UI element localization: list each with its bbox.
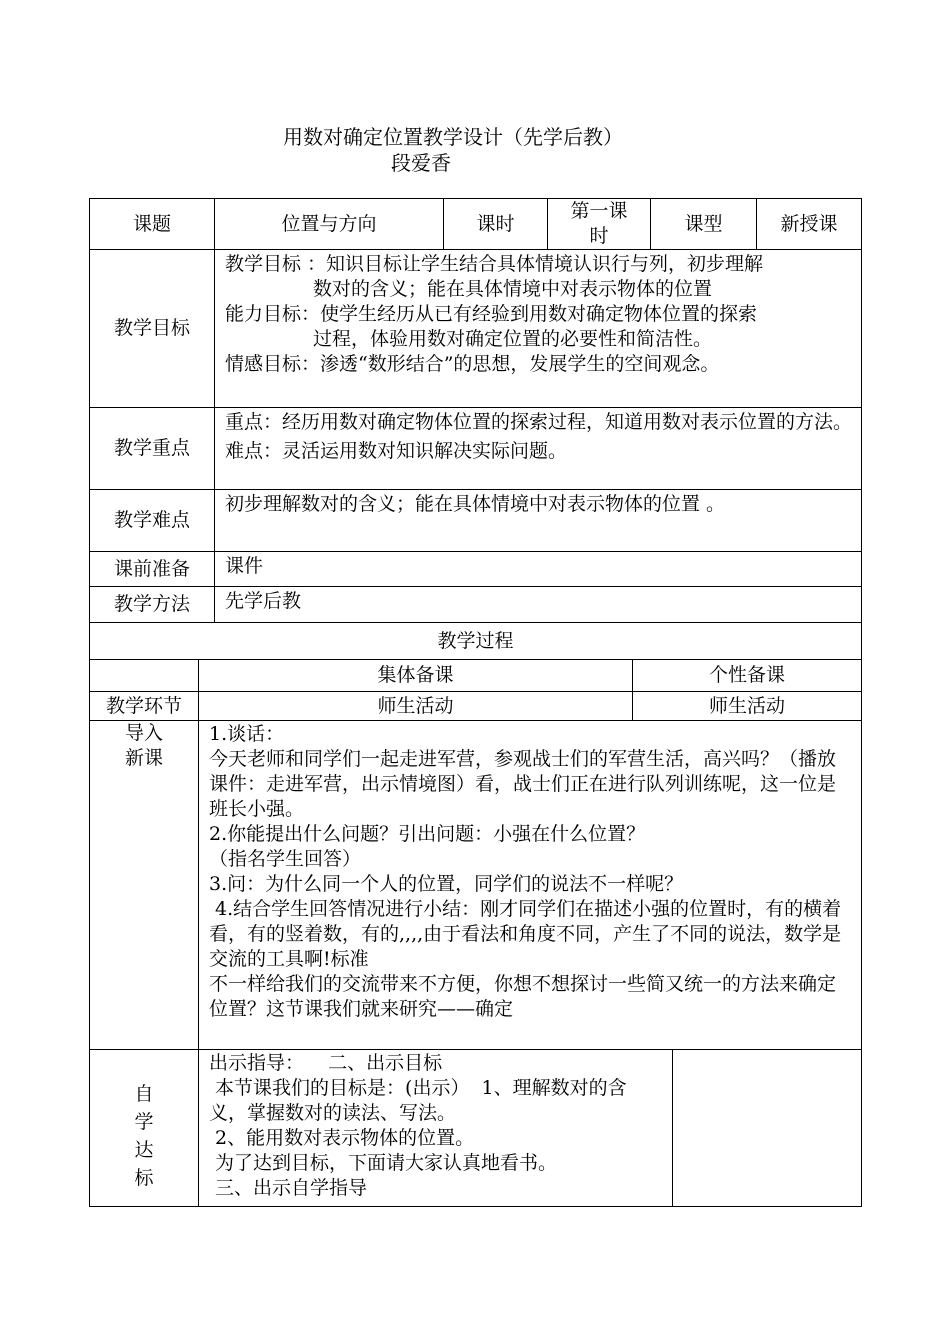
- topic-value: 位置与方向: [215, 199, 444, 250]
- intro-line-2: 今天老师和同学们一起走进军营，参观战士们的军营生活，高兴吗？（播放课件：走进军营，出示情境图）看，战士们正在进行队列训练呢，这一位是班长小强。: [209, 748, 837, 820]
- topic-label: 课题: [90, 199, 215, 250]
- document-author: 段爱香: [391, 151, 451, 175]
- type-value: 新授课: [757, 199, 862, 250]
- key-points-content: [215, 408, 862, 490]
- method-label: 教学方法: [90, 587, 215, 623]
- self-study-line-1: 出示指导： 二、出示目标: [209, 1052, 443, 1074]
- document-title: 用数对确定位置教学设计（先学后教）: [283, 125, 623, 149]
- process-title: 教学过程: [90, 623, 862, 660]
- difficulty-label: 教学难点: [90, 490, 215, 552]
- intro-line-5: 3.问：为什么同一个人的位置，同学们的说法不一样呢？: [209, 873, 684, 895]
- intro-label: 导入 新课: [90, 721, 199, 1050]
- activity-header-individual: 师生活动: [633, 692, 862, 721]
- activity-header: 师生活动: [199, 692, 633, 721]
- difficulty-text: 初步理解数对的含义；能在具体情境中对表示物体的位置 。: [215, 490, 862, 552]
- objectives-content: [215, 250, 862, 408]
- objectives-knowledge-line-1: 教学目标 ：知识目标让学生结合具体情境认识行与列，初步理解: [225, 253, 764, 275]
- objectives-label: 教学目标: [90, 250, 215, 408]
- intro-content: [199, 721, 862, 1050]
- method-text: 先学后教: [215, 587, 862, 623]
- intro-line-6: 4.结合学生回答情况进行小结：刚才同学们在描述小强的位置时，有的横着看，有的竖着数，有的,,,,由于看法和角度不同，产生了不同的说法，数学是交流的工具啊!标准: [209, 898, 842, 970]
- step-header: 教学环节: [90, 692, 199, 721]
- self-study-content: [199, 1050, 673, 1207]
- key-points-label: 教学重点: [90, 408, 215, 490]
- self-study-line-3: 2、能用数对表示物体的位置。: [209, 1127, 475, 1149]
- preparation-label: 课前准备: [90, 552, 215, 587]
- intro-line-4: （指名学生回答）: [209, 848, 362, 870]
- self-study-line-2: 本节课我们的目标是：(出示） 1、理解数对的含义，掌握数对的读法、写法。: [209, 1077, 627, 1124]
- intro-line-3: 2.你能提出什么问题？引出问题：小强在什么位置？: [209, 823, 646, 845]
- intro-line-1: 1.谈话：: [209, 723, 285, 745]
- self-study-line-5: 三、出示自学指导: [209, 1177, 368, 1199]
- collective-header: 集体备课: [199, 660, 633, 692]
- self-study-individual-blank: [673, 1050, 862, 1207]
- objectives-ability-line-2: 过程，体验用数对确定位置的必要性和简洁性。: [313, 328, 713, 350]
- process-header-blank: [90, 660, 199, 692]
- preparation-text: 课件: [215, 552, 862, 587]
- period-label: 课时: [444, 199, 548, 250]
- objectives-knowledge-line-2: 数对的含义；能在具体情境中对表示物体的位置: [313, 278, 713, 300]
- difficulty-point-text: 难点：灵活运用数对知识解决实际问题。: [225, 440, 568, 462]
- period-value: 第一课时: [548, 199, 651, 250]
- objectives-emotion: 情感目标：渗透“数形结合”的思想，发展学生的空间观念。: [225, 353, 720, 375]
- key-point-text: 重点：经历用数对确定物体位置的探索过程，知道用数对表示位置的方法。: [225, 411, 853, 433]
- lesson-info-table: [89, 198, 862, 623]
- individual-header: 个性备课: [633, 660, 862, 692]
- self-study-label-chars: 自 学 达 标: [134, 1083, 154, 1189]
- type-label: 课型: [651, 199, 757, 250]
- intro-line-7: 不一样给我们的交流带来不方便，你想不想探讨一些简又统一的方法来确定位置？这节课我们就来研究——确定: [209, 973, 837, 1020]
- self-study-label: [90, 1050, 199, 1207]
- objectives-ability-line-1: 能力目标：使学生经历从已有经验到用数对确定物体位置的探索: [225, 303, 758, 325]
- self-study-line-4: 为了达到目标，下面请大家认真地看书。: [209, 1152, 558, 1174]
- teaching-process-table: [89, 622, 862, 1207]
